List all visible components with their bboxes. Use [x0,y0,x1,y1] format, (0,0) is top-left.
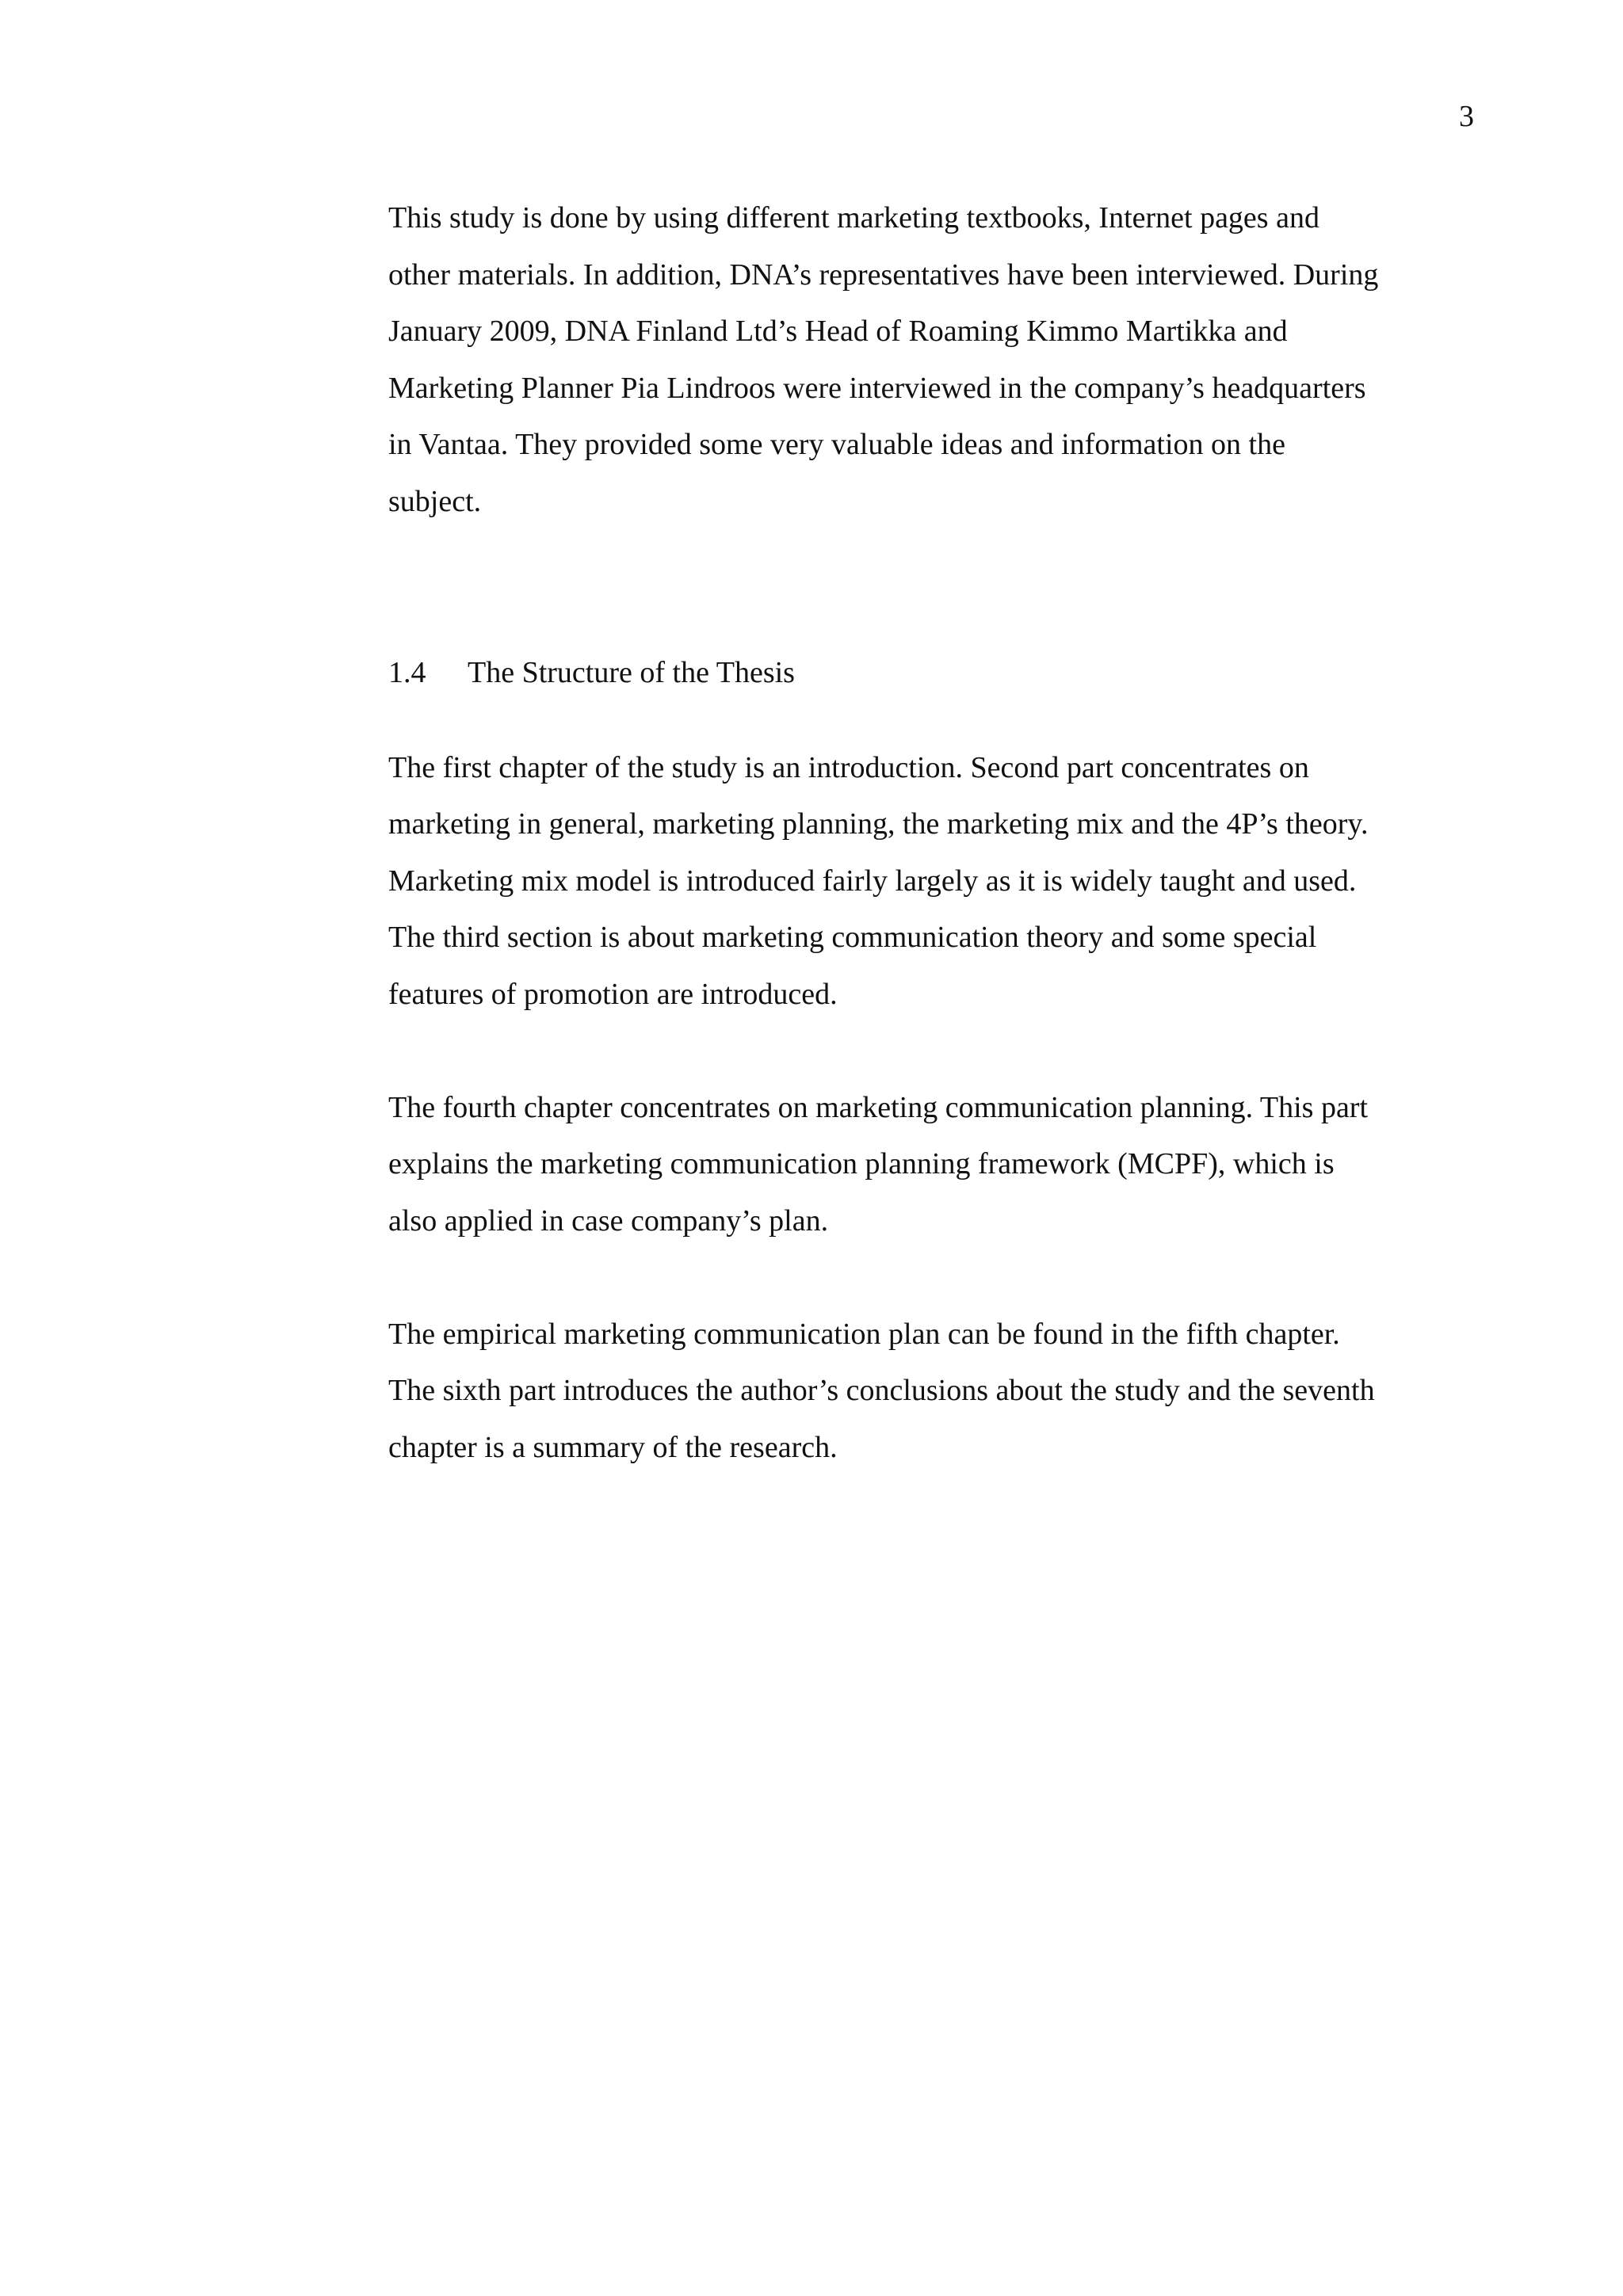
section-number: 1.4 [388,656,426,689]
structure-p2-line-3: also applied in case company’s plan. [388,1203,829,1238]
structure-p3-line-3: chapter is a summary of the research. [388,1430,838,1464]
intro-line-3: January 2009, DNA Finland Ltd’s Head of Roaming Kimmo Martikka and [388,315,1288,348]
structure-p1-line-3: Marketing mix model is introduced fairly largely as it is widely taught and used. [388,864,1357,898]
page-content [388,190,1482,1476]
section-title: The Structure of the Thesis [468,656,795,689]
structure-paragraph-2 [388,1080,1482,1250]
structure-paragraph-1 [388,740,1482,1024]
structure-p3-line-2: The sixth part introduces the author’s conclusions about the study and the seventh [388,1374,1375,1407]
structure-p2-line-2: explains the marketing communication planning framework (MCPF), which is [388,1147,1335,1180]
intro-line-5: in Vantaa. They provided some very valuable ideas and information on the [388,428,1285,461]
intro-line-6: subject. [388,484,482,518]
structure-p1-line-5: features of promotion are introduced. [388,977,838,1011]
intro-line-1: This study is done by using different marketing textbooks, Internet pages and [388,201,1319,235]
intro-line-2: other materials. In addition, DNA’s representatives have been interviewed. During [388,257,1379,292]
page-number: 3 [1459,100,1474,133]
structure-p2-line-1: The fourth chapter concentrates on marketing communication planning. This part [388,1090,1369,1124]
structure-p1-line-1: The first chapter of the study is an introduction. Second part concentrates on [388,750,1309,784]
structure-p1-line-2: marketing in general, marketing planning, the marketing mix and the 4P’s theory. [388,807,1369,841]
section-heading [388,645,1482,702]
structure-p1-line-4: The third section is about marketing communication theory and some special [388,921,1317,954]
intro-paragraph [388,190,1482,530]
structure-paragraph-3 [388,1306,1482,1477]
structure-p3-line-1: The empirical marketing communication plan can be found in the fifth chapter. [388,1317,1340,1351]
intro-line-4: Marketing Planner Pia Lindroos were interviewed in the company’s headquarters [388,371,1366,405]
